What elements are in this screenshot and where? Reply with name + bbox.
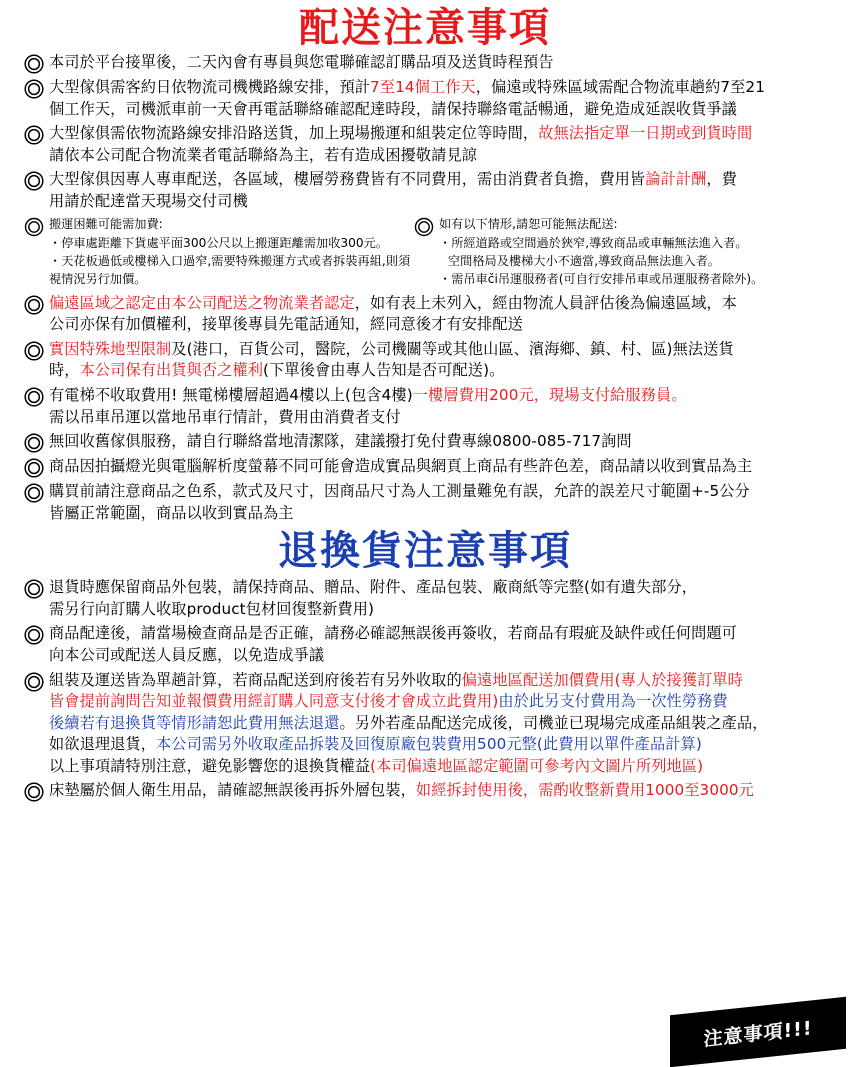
delivery-notice-item [8,339,842,382]
delivery-notice-list-continued [8,293,842,525]
delivery-notice-line [49,99,765,121]
return-notice-line [49,713,768,735]
delivery-notice-item-text [49,456,752,478]
return-notice-item [8,577,842,620]
return-notice-segment: 以上事項請特別注意，避免影響您的退換貨權益 [49,756,371,775]
return-notice-segment: 皆會提前詢問告知並報價費用經訂購人同意支付後才會成立此費用) [49,692,499,711]
return-notice-segment: 退貨時應保留商品外包裝，請保持商品、贈品、附件、產品包裝、廠商紙等完整(如有遺失部分， [49,578,698,597]
delivery-notice-line [49,385,687,407]
double-circle-bullet-icon [24,579,44,599]
delivery-notice-item [8,481,842,524]
delivery-notice-segment: ，如有表上未列入，經由物流人員評估後為偏遠區域，本 [354,293,737,312]
delivery-notice-item-text [49,77,765,120]
return-notice-item [8,780,842,802]
delivery-notice-segment: 論計計酬 [645,170,707,189]
delivery-notice-line [49,191,737,213]
delivery-notice-item-text [49,293,737,336]
surcharge-right-bullet-1-text: 空間格局及樓梯大小不適當,導致商品無法進入者。 [448,254,720,269]
delivery-notice-item-text [49,169,737,212]
delivery-notice-segment: 有電梯不收取費用! 無電梯樓層超過4樓以上(包含4樓) [49,385,413,404]
return-notice-segment: 本公司需另外收取產品拆裝及回復原廠包裝費用500元整(此費用以單件產品計算) [156,735,702,754]
delivery-notice-segment: 無回收舊傢俱服務，請自行聯絡當地清潔隊，建議撥打免付費專線0800-085-717詢問 [49,432,632,451]
double-circle-bullet-icon [24,54,44,74]
delivery-notice-item [8,77,842,120]
surcharge-left-heading: 搬運困難可能需加費: [49,217,163,232]
page-title-delivery: 配送注意事項 [299,5,551,51]
double-circle-bullet-icon [24,341,44,361]
delivery-notice-segment: 大型傢俱需依物流路線安排沿路送貨，加上現場搬運和組裝定位等時間， [49,124,539,143]
delivery-notice-segment: 故無法指定單一日期或到貨時間 [538,124,753,143]
return-notice-segment: 商品配達後，請當場檢查商品是否正確，請務必確認無誤後再簽收，若商品有瑕疵及缺件或任何問題可 [49,624,737,643]
delivery-notice-line [49,123,752,145]
delivery-notice-item [8,431,842,453]
delivery-notice-line [49,503,750,525]
delivery-notice-item [8,123,842,166]
return-notice-item-text [49,670,768,778]
surcharge-right-heading: 如有以下情形,請恕可能無法配送: [439,217,618,232]
delivery-notice-line [49,456,752,478]
delivery-notice-segment: ，費 [706,170,737,189]
delivery-notice-line [49,314,737,336]
return-notice-line [49,780,754,802]
return-notice-item [8,623,842,666]
return-notice-list [8,577,842,802]
double-circle-bullet-icon [24,458,44,478]
double-circle-bullet-icon [24,782,44,802]
delivery-notice-segment: 個工作天，司機派車前一天會再電話聯絡確認配達時段，請保持聯絡電話暢通，避免造成延誤收貨爭議 [49,99,737,118]
delivery-notice-line [49,293,737,315]
delivery-notice-segment: 用請於配達當天現場交付司機 [49,191,248,210]
return-notice-line [49,645,737,667]
return-notice-segment: 向本公司或配送人員反應，以免造成爭議 [49,646,325,665]
delivery-notice-item [8,169,842,212]
delivery-notice-segment: 購買前請注意商品之色系，款式及尺寸，因商品尺寸為人工測量難免有誤，允許的誤差尺寸範圍+-5公分 [49,482,750,501]
surcharge-left-bullet-0-text: 停車處距離下貨處平面300公尺以上搬運距離需加收300元。 [61,235,389,250]
return-notice-item-text [49,577,697,620]
surcharge-right-bullet-0: ・所經道路或空間過於狹窄,導致商品或車輛無法進入者。 [439,235,748,250]
page-title-return: 退換貨注意事項 [278,528,572,575]
delivery-notice-segment: 一樓層費用200元，現場支付給服務員。 [412,385,687,404]
delivery-notice-item [8,456,842,478]
surcharge-column-right [414,215,814,288]
return-notice-segment: (本司偏遠地區認定範圍可參考內文圖片所列地區) [370,756,704,775]
delivery-notice-item-text [49,431,632,453]
delivery-notice-segment: 大型傢俱需客約日依物流司機機路線安排，預計 [49,78,371,96]
return-notice-line [49,670,768,692]
surcharge-left-bullet-1-text: 天花板過低或樓梯入口過窄,需要特殊搬運方式或者拆裝再組,則須視情況另行加價。 [49,254,411,287]
return-notice-line [49,599,697,621]
delivery-notice-item-text [49,481,750,524]
double-circle-bullet-icon [24,125,44,145]
delivery-notice-segment: 時， [49,361,80,380]
surcharge-column-left [24,215,414,288]
delivery-notice-segment: 公司亦保有加價權利，接單後專員先電話通知，經同意後才有安排配送 [49,315,523,334]
double-circle-bullet-icon [24,433,44,453]
return-notice-item-text [49,780,754,802]
delivery-notice-segment: 本司於平台接單後，二天內會有專員與您電聯確認訂購品項及送貨時程預告 [49,53,554,71]
return-notice-line [49,577,697,599]
delivery-notice-item [8,385,842,428]
delivery-notice-segment: (下單後會由專人告知是否可配送)。 [263,361,505,380]
delivery-notice-segment: 及(港口，百貨公司，醫院，公司機關等或其他山區、濱海鄉、鎮、村、區)無法送貨 [171,339,734,358]
delivery-notice-line [49,339,734,361]
return-notice-line [49,623,737,645]
delivery-notice-line [49,407,687,429]
delivery-notice-item-text [49,52,554,74]
delivery-notice-list [8,52,842,212]
delivery-notice-line [49,52,554,74]
double-circle-bullet-icon [24,217,44,237]
double-circle-bullet-icon [24,625,44,645]
delivery-notice-line [49,145,752,167]
double-circle-bullet-icon [414,217,434,237]
surcharge-right-bullet-2: ・需吊車či吊運服務者(可自行安排吊車或吊運服務者除外)。 [439,272,764,287]
delivery-notice-segment: 7至14個工作天 [370,78,476,96]
return-notice-item [8,670,842,778]
return-notice-segment: 後續若有退換貨等情形請恕此費用無法退還 [49,713,340,732]
delivery-notice-segment: 請依本公司配合物流業者電話聯絡為主，若有造成困擾敬請見諒 [49,145,478,164]
return-notice-segment: 。另外若產品配送完成後，司機並已現場完成產品組裝之產品， [339,713,768,732]
return-notice-segment: 費用為一次性勞務費 [590,692,728,711]
double-circle-bullet-icon [24,483,44,503]
surcharge-right-bullet-1 [439,252,763,270]
delivery-notice-item [8,293,842,336]
attention-stamp: 注意事項!!! [670,997,846,1067]
double-circle-bullet-icon [24,79,44,99]
delivery-notice-segment: 實因特殊地型限制 [49,339,172,358]
surcharge-right-bullet-0-text: 所經道路或空間過於狹窄,導致商品或車輛無法進入者。 [451,235,748,250]
delivery-notice-item-text [49,339,734,382]
delivery-notice-line [49,481,750,503]
delivery-notice-segment: 偏遠區域之認定由本公司配送之物流業者認定 [49,293,355,312]
delivery-notice-line [49,77,765,99]
delivery-notice-item [8,52,842,74]
return-notice-line [49,691,768,713]
return-notice-line [49,756,768,778]
delivery-notice-item-text [49,123,752,166]
delivery-notice-segment: 本公司保有出貨與否之權利 [79,361,264,380]
delivery-notice-segment: 大型傢俱因專人專車配送，各區域，樓層勞務費皆有不同費用，需由消費者負擔，費用皆 [49,170,646,189]
double-circle-bullet-icon [24,171,44,191]
delivery-notice-line [49,169,737,191]
double-circle-bullet-icon [24,672,44,692]
delivery-notice-segment: 皆屬正常範圍，商品以收到實品為主 [49,503,294,522]
surcharge-left-text [49,215,414,288]
return-notice-segment: 由於此另支付 [498,692,591,711]
return-notice-line [49,734,768,756]
surcharge-right-text [439,215,763,288]
delivery-notice-segment: ，偏遠或特殊區域需配合物流車趟約7至21 [475,78,765,96]
return-notice-segment: 如欲退理退貨， [49,735,157,754]
delivery-notice-line [49,431,632,453]
surcharge-left-bullet-0: ・停車處距離下貨處平面300公尺以上搬運距離需加收300元。 [49,235,389,250]
return-notice-segment: 偏遠地區配送加價費用(專人於接獲訂單時 [461,670,743,689]
delivery-notice-line [49,360,734,382]
delivery-notice-segment: 商品因拍攝燈光與電腦解析度螢幕不同可能會造成實品與網頁上商品有些許色差，商品請以收到實品為主 [49,457,753,476]
double-circle-bullet-icon [24,387,44,407]
delivery-notice-item-text [49,385,687,428]
return-notice-item-text [49,623,737,666]
return-notice-segment: 如經拆封使用後，需酌收整新費用1000至3000元 [415,781,754,800]
surcharge-right-bullet-2-text: 需吊車či吊運服務者(可自行安排吊車或吊運服務者除外)。 [451,272,764,287]
delivery-surcharge-columns [8,215,842,288]
delivery-notice-segment: 需以吊車吊運以當地吊車行情計，費用由消費者支付 [49,407,401,426]
return-notice-segment: 床墊屬於個人衛生用品，請確認無誤後再拆外層包裝， [49,781,416,800]
double-circle-bullet-icon [24,295,44,315]
return-notice-segment: 需另行向訂購人收取product包材回復整新費用) [49,599,375,618]
return-notice-segment: 組裝及運送皆為單趟計算，若商品配送到府後若有另外收取的 [49,670,462,689]
surcharge-left-bullet-1: ・天花板過低或樓梯入口過窄,需要特殊搬運方式或者拆裝再組,則須視情況另行加價。 [49,254,411,287]
